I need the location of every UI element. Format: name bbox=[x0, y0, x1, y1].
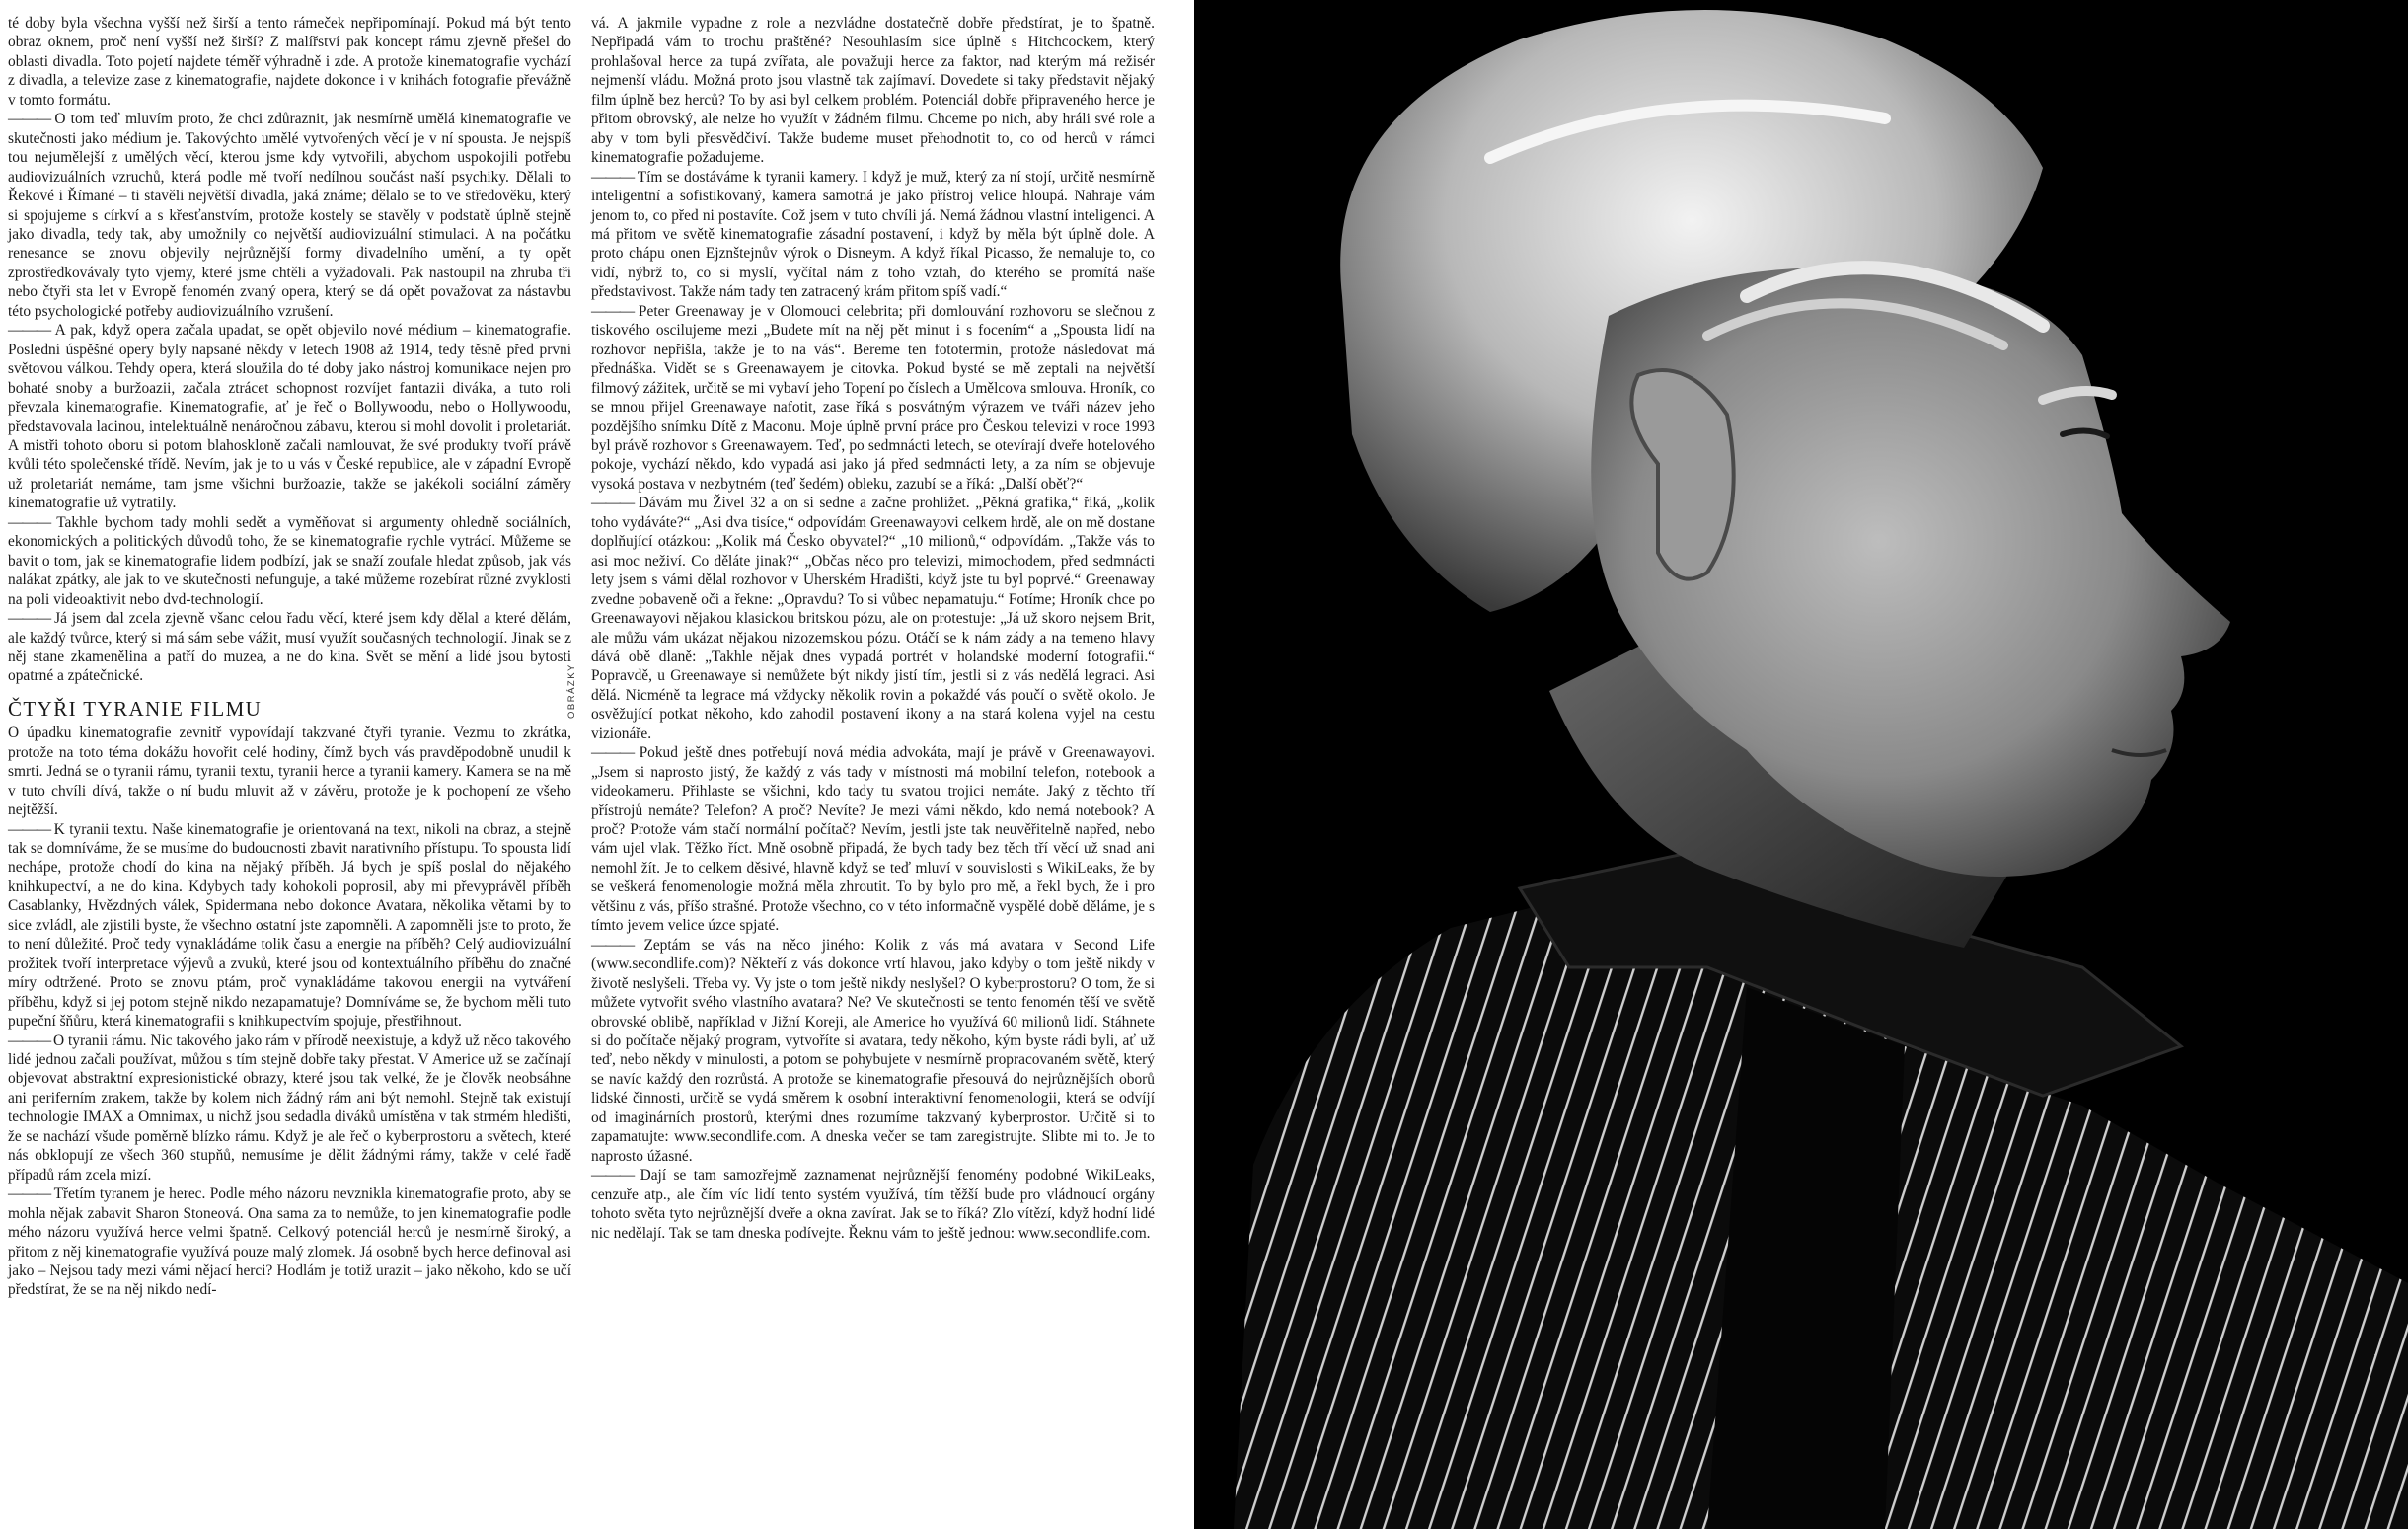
section-heading: ČTYŘI TYRANIE FILMU bbox=[8, 696, 263, 721]
middle-text-column bbox=[591, 14, 1155, 1243]
paragraph: ——— O tyranii rámu. Nic takového jako rám v přírodě neexistuje, a když už něco takového lidé jednou začali používat, můžou s tím stejně dobře taky přestat. V Americe už se začínají objevovat abstraktní expresionistické obrazy, které jsou tak velké, že je člověk neobsáhne ani periferním zrakem, takže by kolem nich žádný rám ani být nemohl. Stejně tak existují technologie IMAX a Omnimax, u nichž jsou sedadla diváků umístěna v tak strmém hledišti, že se nachází všude poměrně blízko rámu. Když je ale řeč o kyberprostoru a světech, které nás obklopují ze všech 360 stupňů, nemusíme je dělit žádnými rámy, takže v celé řadě případů rám zcela mizí. bbox=[8, 1032, 571, 1185]
paragraph: ——— K tyranii textu. Naše kinematografie je orientovaná na text, nikoli na obraz, a stejně tak se domníváme, že se musíme do budoucnosti zbavit narativního přístupu. To spousta lidí nechápe, protože chodí do kina na nějaký příběh. Já bych je spíš poslal do nějakého knihkupectví, a ne do kina. Kdybych tady kohokoli poprosil, aby mi převyprávěl příběh Casablanky, Hvězdných válek, Spidermana nebo dokonce Avatara, několika větami by to sice zvládl, ale zjistili byste, že všechno ostatní jste zapomněli. A zapomněli jste to proto, že to není důležité. Proč tedy vynakládáme tolik času a energie na příběh? Celý audiovizuální prožitek tvoří interpretace výjevů a zvuků, které jsou od kontextuálního příběhu do značné míry odtržené. Proto se znovu ptám, proč vynakládáme takovou energii na vytváření příběhu, když si jej potom stejně nikdo nezapamatuje? Domníváme se, že bychom měli tuto pupeční šňůru, která kinematografii s knihkupectvím spojuje, přestřihnout. bbox=[8, 820, 571, 1032]
paragraph: ——— Třetím tyranem je herec. Podle mého názoru nevznikla kinematografie proto, aby se mohla nějak zabavit Sharon Stoneová. Ona sama za to nemůže, to jen kinematografie podle mého názoru využívá herce velmi špatně. Celkový potenciál herců je nesmírně široký, a přitom z něj kinematografie využívá pouze malý zlomek. Já osobně bych herce definoval asi jako – Nejsou tady mezi vámi nějací herci? Hodlám je totiž urazit – jako někoho, kdo se učí předstírat, že se na něj nikdo nedí- bbox=[8, 1185, 571, 1300]
portrait-photo bbox=[1194, 0, 2408, 1529]
paragraph: ——— Já jsem dal zcela zjevně všanc celou řadu věcí, které jsem kdy dělal a které dělám, ale každý tvůrce, který si má sám sebe vážit, musí využít současných technologií. Jinak se z něj stane zkamenělina a patří do muzea, a ne do kina. Svět se mění a lidé jsou bytosti opatrné a zpátečnické. bbox=[8, 609, 571, 686]
paragraph: ——— Dávám mu Živel 32 a on si sedne a začne prohlížet. „Pěkná grafika,“ říká, „kolik toho vydáváte?“ „Asi dva tisíce,“ odpovídám Greenawayovi celkem hrdě, ale on mě dostane doplňující otázkou: „Kolik má Česko obyvatel?“ „10 milionů,“ odpovídám. „Takže vás to asi moc neživí. Co děláte jinak?“ „Občas něco pro televizi, mimochodem, před sedmnácti lety jsem s vámi dělal rozhovor v Uherském Hradišti, když jste tu byl poprvé.“ Greenaway zvedne pobaveně oči a řekne: „Opravdu? To si vůbec nepamatuju.“ Fotíme; Hroník chce po Greenawayovi nějakou klasickou britskou pózu, ale on protestuje: „Já už skoro nejsem Brit, ale můžu vám ukázat nějakou nizozemskou pózu. Otáčí se k nám zády a na temeno hlavy dává obě dlaně: „Takhle nějak dnes vypadá portrét v holandské moderní fotografii.“ Popravdě, u Greenawaye si nemůžete být nikdy jistí tím, jestli si z vás nedělá legraci. Asi dělá. Nicméně ta legrace má vždycky několik rovin a pokaždé vás poučí o světě okolo. Je osvěžující potkat někoho, kdo zahodil postavení ikony a na stará kolena vyjel na cestu vizionáře. bbox=[591, 494, 1155, 743]
paragraph: ——— A pak, když opera začala upadat, se opět objevilo nové médium – kinematografie. Poslední úspěšné opery byly napsané někdy v letech 1908 až 1914, tedy těsně před první světovou válkou. Tehdy opera, která sloužila do té doby jako nástroj komunikace nejen pro bohaté snoby a buržoazii, začala ztrácet schopnost rozvíjet fantazii diváka, a tuto roli převzala kinematografie. Kinematografie, ať je řeč o Bollywoodu, nebo o Hollywoodu, představovala lacinou, intelektuálně nenáročnou zábavu, kterou si mohl dovolit i proletariát. A mistři tohoto oboru si potom blahoskloně začali namlouvat, že své produkty tvoří právě kvůli této společenské třídě. Nevím, jak je to u vás v České republice, ale v západní Evropě už proletariát nemáme, tam jsme všichni buržoazie, takže se jakékoli sociální záměry kinematografie už vytratily. bbox=[8, 321, 571, 513]
paragraph: ——— Peter Greenaway je v Olomouci celebrita; při domlouvání rozhovoru se slečnou z tiskového oscilujeme mezi „Budete mít na něj pět minut i s focením“ a „Spousta lidí na rozhovor nepřišla, takže je to na vás“. Bereme ten fototermín, protože následovat má přednáška. Vidět se s Greenawayem je citovka. Pokud bysté se mě zeptali na největší filmový zážitek, určitě se mi vybaví jeho Topení po číslech a Umělcova smlouva. Hroník, co se mnou přijel Greenawaye nafotit, zase říká s posvátným výrazem ve tváři název jeho pozdějšího snímku Dítě z Maconu. Moje úplně první práce pro Českou televizi v roce 1993 byl právě rozhovor s Greenawayem. Teď, po sedmnácti letech, se otevírají dveře hotelového pokoje, vychází někdo, kdo vypadá asi jako já před sedmnácti lety, a za ním se objevuje vysoká postava v nezbytném (teď šedém) obleku, zazubí se a říká: „Další oběť?“ bbox=[591, 302, 1155, 495]
paragraph: ——— O tom teď mluvím proto, že chci zdůraznit, jak nesmírně umělá kinematografie ve skutečnosti jako médium je. Takovýchto umělé vytvořených věcí je v ní spousta. Je nejspíš tou nejumělejší z umělých věcí, kterou jsme kdy vytvořili, abychom uspokojili potřebu audiovizuálních vzruchů, která podle mě tvoří nedílnou součást naší psychiky. Dělali to Řekové i Římané – ti stavěli největší divadla, jaká známe; dělalo se to ve středověku, který si spojujeme s církví a s křesťanstvím, protože kostely se stavěly v podstatě úplně stejně jako divadla, tedy tak, aby umožnily co největší audiovizuální stimulaci. A na počátku renesance se znovu objevily nejrůznější formy divadelního umění, a ty opět zprostředkovávaly tyto vjemy, které jsme chtěli a vyžadovali. Pak nastoupil na zhruba tři nebo čtyři sta let v Evropě fenomén zvaný opera, který se dá opět považovat za nástavbu této psychologické potřeby audiovizuálního vzrušení. bbox=[8, 110, 571, 321]
paragraph: ——— Takhle bychom tady mohli sedět a vyměňovat si argumenty ohledně sociálních, ekonomických a politických důvodů toho, že se kinematografie rychle vytrácí. Můžeme se bavit o tom, jak se kinematografie lidem podbízí, jak se snaží zoufale hledat způsob, jak vás nalákat zpátky, ale jak to ve skutečnosti nefunguje, a také můžeme rozebírat různé zvyklosti na poli videoaktivit nebo dvd-technologií. bbox=[8, 513, 571, 609]
paragraph: ——— Pokud ještě dnes potřebují nová média advokáta, mají je právě v Greenawayovi. „Jsem si naprosto jistý, že každý z vás tady v místnosti má mobilní telefon, notebook a videokameru. Přihlaste se všichni, kdo tady tu svatou trojici nemáte. Jaký z těchto tří přístrojů nemáte? Telefon? A proč? Nevíte? Je mezi vámi někdo, kdo nemá notebook? A proč? Protože vám stačí normální počítač? Nevím, jestli jste tak neuvěřitelně napřed, nebo vám ujel vlak. Těžko říct. Mně osobně připadá, že bych tady bez těch tří věcí už snad ani nemohl žít. Je to celkem děsivé, hlavně když se teď mluví v souvislosti s WikiLeaks, že by se veškerá fenomenologie možná měla zhroutit. To by bylo pro mě, a řekl bych, že i pro většinu z vás, příšo strašné. Protože všechno, co v této informačně vyspělé době děláme, je s tímto jevem velice úzce spjaté. bbox=[591, 743, 1155, 936]
paragraph: ——— Tím se dostáváme k tyranii kamery. I když je muž, který za ní stojí, určitě nesmírně inteligentní a sofistikovaný, kamera samotná je jako přístroj velice hloupá. Nahraje vám jenom to, co před ni postavíte. Což jsem v tuto chvíli já. Nemá žádnou vlastní inteligenci. A má přitom ve světě kinematografie zásadní postavení, i když by měla být úplně dole. A proto chápu onen Ejznštejnův výrok o Disneym. A když říkal Picasso, že nemaluje to, co vidí, nýbrž to, co si myslí, vyčítal nám z toho vztah, do kterého se promítá naše představivost. Takže nám tady ten zatracený krám přitom spíš vadí.“ bbox=[591, 168, 1155, 302]
paragraph: ——— Dají se tam samozřejmě zaznamenat nejrůznější fenomény podobné WikiLeaks, cenzuře atp., ale čím víc lidí tento systém využívá, tím těžší bude pro vládnoucí orgány tohoto světa tyto nejrůznější dveře a okna zavírat. Jak se to říká? Zlo vítězí, když hodní lidé nic nedělají. Tak se tam dneska podívejte. Řeknu vám to ještě jednou: www.secondlife.com. bbox=[591, 1166, 1155, 1243]
paragraph: ——— Zeptám se vás na něco jiného: Kolik z vás má avatara v Second Life (www.secondlife.com)? Někteří z vás dokonce vrtí hlavou, jako kdyby o tom ještě nikdy v životě neslyšeli. Třeba vy. Vy jste o tom ještě nikdy neslyšel? O kyberprostoru? O tom, že si můžete vytvořit svého vlastního avatara? Ne? Ve skutečnosti se tento fenomén těší ve světě obrovské oblibě, například v Jižní Koreji, ale Americe ho využívá 60 milionů lidí. Stáhnete si do počítače nějaký program, vytvoříte si avatara, tedy někoho, kým byste rádi byli, ať už teď, nebo někdy v minulosti, a potom se pohybujete v nesmírně propracovaném světě, který se navíc každý den rozrůstá. A protože se kinematografie přesouvá do nejrůznějších oborů lidské činnosti, určitě se vydá směrem k osobní interaktivní fenomenologii, která se odvíjí od imaginárních prostorů, kterými dnes rozumíme takzvaný kyberprostor. Určitě si to zapamatujte: www.secondlife.com. A dneska večer se tam zaregistrujte. Slibte mi to. Je to naprosto úžasné. bbox=[591, 936, 1155, 1166]
left-text-column bbox=[8, 14, 571, 1300]
paragraph: O úpadku kinematografie zevnitř vypovídají takzvané čtyři tyranie. Vezmu to zkrátka, protože na toto téma dokážu hovořit celé hodiny, čímž bych vás pravděpodobně unudil k smrti. Jedná se o tyranii rámu, tyranii textu, tyranii herce a tyranii kamery. Kamera se na mě v tuto chvíli dívá, takže o ní budu mluvit až v závěru, protože je k pochopení ze všeho nejtěžší. bbox=[8, 725, 571, 819]
portrait-illustration bbox=[1194, 0, 2408, 1529]
paragraph: vá. A jakmile vypadne z role a nezvládne dostatečně dobře předstírat, je to špatně. Nepřipadá vám to trochu praštěné? Nesouhlasím sice úplně s Hitchcockem, který prohlašoval herce za tupá zvířata, ale považuji herce za faktor, nad kterým má režisér nejmenší vládu. Možná proto jsou vlastně tak zajímaví. Dovedete si taky představit nějaký film úplně bez herců? To by asi byl celkem problém. Potenciál dobře připraveného herce je přitom obrovský, ale nelze ho využít v žádném filmu. Chceme po nich, aby hráli své role a aby v tom byli přesvědčiví. Takže budeme muset přehodnotit to, co od herců v rámci kinematografie požadujeme. bbox=[591, 15, 1155, 167]
section-label: OBRÁZKY bbox=[566, 663, 577, 719]
paragraph: té doby byla všechna vyšší než širší a tento rámeček nepřipomínají. Pokud má být tento obraz oknem, proč není vyšší než širší? Z malířství pak koncept rámu zjevně přešel do oblasti divadla. Toto pojetí najdete téměř výhradně i zde. A protože kinematografie vychází z divadla, a televize zase z kinematografie, najdete dokonce i v knihách fotografie převážně v tomto formátu. bbox=[8, 15, 571, 109]
